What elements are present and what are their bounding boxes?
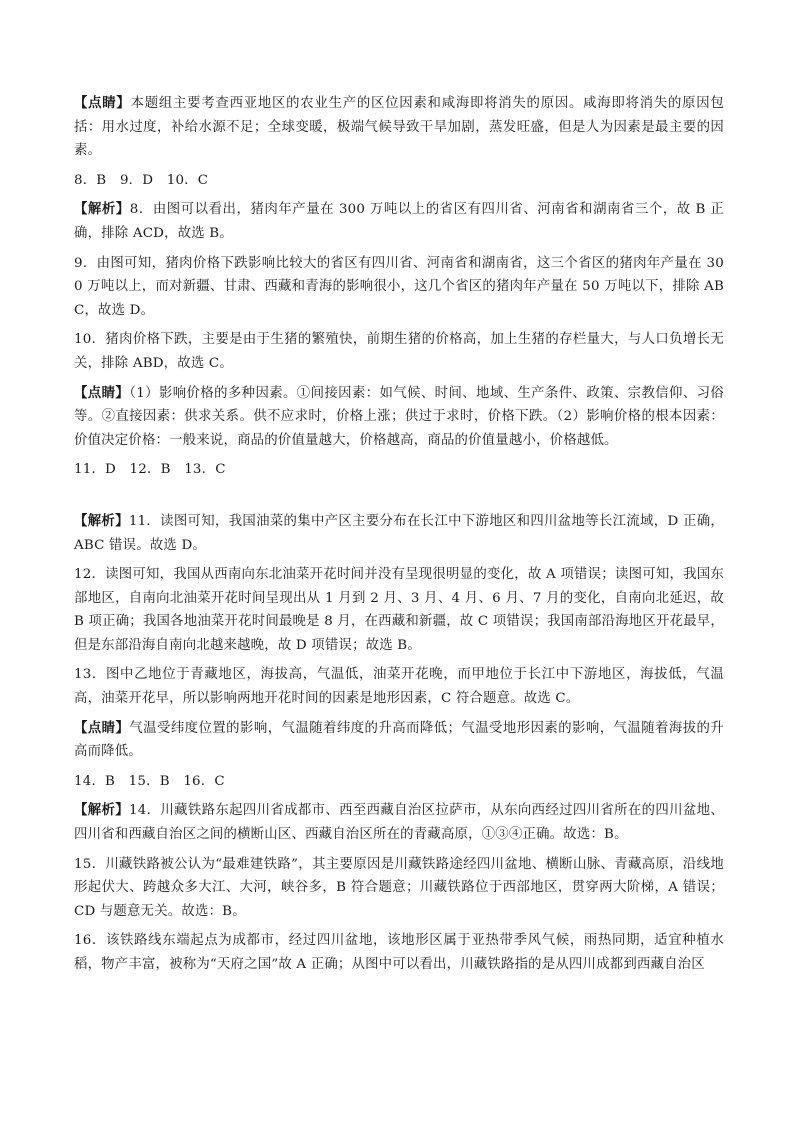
- paragraph-explain-15: [74, 853, 724, 924]
- answer-text: 8．B 9．D 10．C: [74, 172, 209, 188]
- paragraph-explain-10: [74, 328, 724, 375]
- paragraph-text: 8．由图可以看出，猪肉年产量在 300 万吨以上的省区有四川省、河南省和湖南省三个，故 B 正确，排除 ACD，故选 B。: [74, 202, 724, 241]
- answer-line-14-16: [74, 770, 724, 794]
- paragraph-text: 9．由图可知，猪肉价格下跌影响比较大的省区有四川省、河南省和湖南省，这三个省区的猪肉年产量在 300 万吨以上，而对新疆、甘肃、西藏和青海的影响很小，这几个省区的猪肉年产量在 50 万吨以下，排除 ABC，故选 D。: [74, 255, 724, 318]
- answer-text: 11．D 12．B 13．C: [74, 462, 226, 478]
- paragraph-text: 15．川藏铁路被公认为“最难建铁路”，其主要原因是川藏铁路途经四川盆地、横断山脉、青藏高原，沿线地形起伏大、跨越众多大江、大河，峡谷多，B 符合题意；川藏铁路位于西部地区，贯穿两大阶梯，A 错误；CD 与题意无关。故选：B。: [74, 856, 724, 919]
- paragraph-dianjing-2: [74, 382, 724, 453]
- paragraph-explain-13: [74, 663, 724, 710]
- dianjing-tag: 【点睛】: [74, 719, 130, 736]
- paragraph-text: 12．读图可知，我国从西南向东北油菜开花时间并没有呈现很明显的变化，故 A 项错误；读图可知，我国东部地区，自南向北油菜开花时间呈现出从 1 月到 2 月、3 月、4 月、6 月、7 月的变化，自南向北延迟，故 B 项正确；我国各地油菜开花时间最晚是 8 月，在西藏和新疆，故 C 项错误；我国南部沿海地区开花最早，但是东部沿海自南向北越来越晚，故 D 项错误；故选 B。: [74, 567, 724, 653]
- jiexi-tag: 【解析】: [74, 201, 130, 218]
- jiexi-tag: 【解析】: [74, 802, 130, 819]
- dianjing-tag: 【点睛】: [74, 384, 130, 401]
- jiexi-tag: 【解析】: [74, 512, 129, 529]
- paragraph-text: 14．川藏铁路东起四川省成都市、西至西藏自治区拉萨市，从东向西经过四川省所在的四川盆地、四川省和西藏自治区之间的横断山区、西藏自治区所在的青藏高原，①③④正确。故选：B。: [74, 803, 724, 843]
- paragraph-text: （1）影响价格的多种因素。①间接因素：如气候、时间、地域、生产条件、政策、宗教信仰、习俗等。②直接因素：供求关系。供不应求时，价格上涨；供过于求时，价格下跌。（2）影响价格的根本因素：价值决定价格：一般来说，商品的价值量越大，价格越高，商品的价值量越小，价格越低。: [74, 385, 724, 448]
- answer-text: 14．B 15．B 16．C: [74, 773, 225, 789]
- paragraph-jiexi-11: [74, 510, 724, 557]
- document-page: [74, 92, 724, 983]
- answer-line-11-13: [74, 458, 724, 482]
- paragraph-text: 11．读图可知，我国油菜的集中产区主要分布在长江中下游地区和四川盆地等长江流域，D 正确，ABC 错误。故选 D。: [74, 513, 724, 553]
- dianjing-tag: 【点睛】: [74, 95, 131, 111]
- paragraph-text: 16．该铁路线东端起点为成都市，经过四川盆地，该地形区属于亚热带季风气候，雨热同期，适宜种植水稻，物产丰富，被称为“天府之国”故 A 正确；从图中可以看出，川藏铁路指的是从四川成都到西藏自治区: [74, 933, 724, 972]
- paragraph-text: 本题组主要考查西亚地区的农业生产的区位因素和咸海即将消失的原因。咸海即将消失的原因包括：用水过度，补给水源不足；全球变暖，极端气候导致干旱加剧，蒸发旺盛，但是人为因素是最主要的因素。: [74, 96, 724, 159]
- paragraph-dianjing-3: [74, 717, 724, 764]
- paragraph-dianjing-1: [74, 92, 724, 163]
- paragraph-jiexi-8: [74, 198, 724, 245]
- paragraph-explain-9: [74, 252, 724, 323]
- paragraph-explain-12: [74, 563, 724, 657]
- blank-gap: [74, 488, 724, 510]
- paragraph-text: 气温受纬度位置的影响，气温随着纬度的升高而降低；气温受地形因素的影响，气温随着海拔的升高而降低。: [74, 720, 724, 760]
- paragraph-text: 13．图中乙地位于青藏地区，海拔高，气温低，油菜开花晚，而甲地位于长江中下游地区，海拔低，气温高，油菜开花早，所以影响两地开花时间的因素是地形因素，C 符合题意。故选 C。: [74, 667, 724, 707]
- paragraph-explain-16: [74, 929, 724, 976]
- answer-line-8-10: [74, 169, 724, 193]
- paragraph-jiexi-14: [74, 799, 724, 846]
- paragraph-text: 10．猪肉价格下跌，主要是由于生猪的繁殖快，前期生猪的价格高，加上生猪的存栏量大，与人口负增长无关，排除 ABD，故选 C。: [74, 332, 724, 371]
